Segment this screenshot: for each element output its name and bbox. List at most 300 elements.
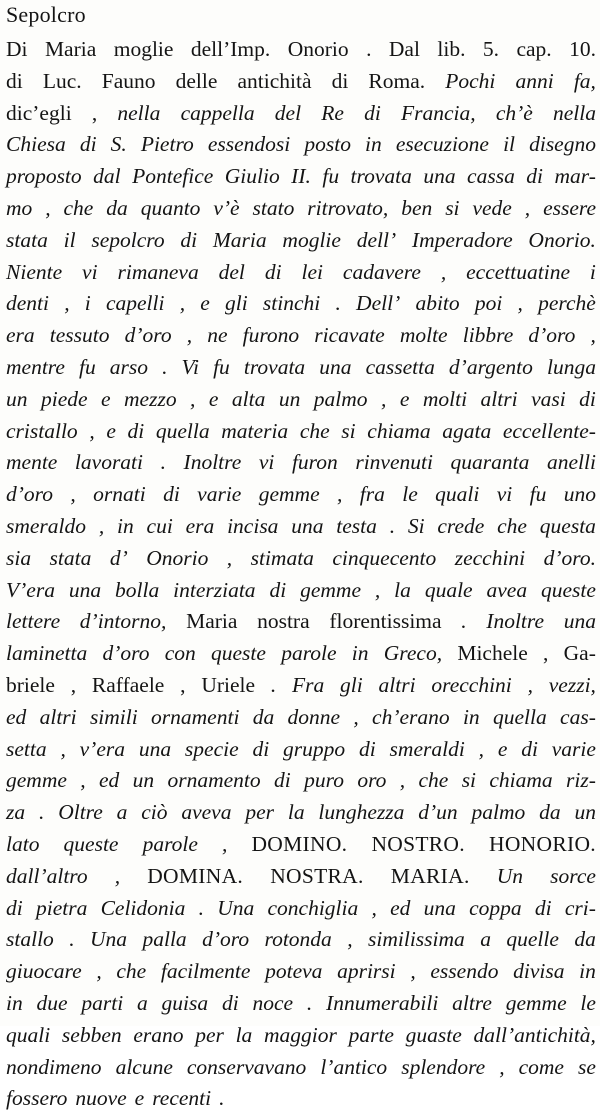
word: d’un (418, 800, 458, 825)
word: si (461, 768, 477, 793)
word: ed (6, 704, 27, 729)
word: conservavano (186, 1054, 307, 1079)
word: Francia, (401, 100, 476, 125)
word: fa, (573, 68, 596, 93)
word: vasi (531, 386, 566, 411)
word: in (351, 641, 369, 666)
word: vi (258, 450, 275, 475)
word: fra (359, 482, 385, 507)
word: dall’altro (6, 863, 88, 888)
word: Dal (388, 37, 420, 61)
word: per (245, 800, 274, 825)
word: dell’ (356, 227, 397, 252)
word: eccettuatine (466, 259, 570, 284)
text-line (6, 606, 596, 638)
word: , (371, 895, 377, 920)
word: di (364, 100, 381, 125)
word: HONORIO. (489, 831, 596, 856)
word: altre (452, 990, 492, 1015)
word: ed (390, 895, 411, 920)
word: , (381, 386, 387, 411)
word: di (521, 736, 538, 761)
word: . (219, 1086, 225, 1111)
word: , (179, 291, 186, 316)
word: molte (399, 323, 448, 348)
word: maggior (264, 1022, 337, 1047)
word: palla (142, 927, 187, 952)
word: Una (217, 895, 255, 920)
word: quaranta (450, 450, 530, 475)
word: gemme (300, 577, 361, 602)
word: giuocare (6, 959, 82, 984)
word: con (164, 641, 196, 666)
word: . (461, 609, 467, 634)
word: d’oro (124, 323, 172, 348)
word: alta (231, 386, 266, 411)
word: stata (6, 227, 48, 252)
text-line (6, 129, 596, 161)
word: Fra (292, 672, 325, 697)
word: vezzi, (548, 672, 596, 697)
word: un (6, 386, 28, 411)
word: stato (252, 195, 295, 220)
word: v’era (79, 736, 126, 761)
word: libbre (462, 323, 514, 348)
word: alcune (115, 1054, 173, 1079)
word: d’intorno, (79, 609, 167, 634)
word: un (132, 768, 155, 793)
word: NOSTRO. (371, 831, 465, 856)
word: Di (6, 37, 28, 61)
word: Maria (186, 609, 238, 634)
word: parole (142, 831, 198, 856)
word: perchè (538, 291, 596, 316)
word: cinquecento (332, 545, 437, 570)
word: , (374, 577, 381, 602)
word: i (589, 259, 596, 284)
word: Michele (457, 641, 528, 666)
word: conchiglia (267, 895, 359, 920)
word: altri (378, 672, 416, 697)
word: la (394, 577, 411, 602)
word: vi (82, 259, 98, 284)
word: e (208, 386, 219, 411)
word: posto (304, 132, 351, 157)
word: aveva (181, 800, 232, 825)
word: piede (40, 386, 88, 411)
word: quali (6, 1022, 51, 1047)
word: DOMINA. (147, 863, 244, 888)
word: similissima (368, 927, 465, 952)
word: zecchini (454, 545, 526, 570)
word: , (399, 768, 406, 793)
word: Si (407, 513, 425, 538)
word: Pontefice (132, 164, 214, 189)
word: recenti (152, 1086, 212, 1111)
word: la (287, 800, 305, 825)
word: ed (98, 768, 120, 793)
word: , (114, 863, 121, 888)
word: che (418, 768, 449, 793)
word: , (98, 513, 105, 538)
word: lib. (437, 37, 466, 61)
word: lei (301, 259, 323, 284)
word: Una (90, 927, 128, 952)
word: da (252, 704, 275, 729)
word: , (543, 641, 549, 666)
word: una (291, 513, 324, 538)
word: , (337, 482, 343, 507)
word: in (365, 132, 382, 157)
word: queste (211, 641, 266, 666)
word: di (358, 736, 376, 761)
word: Un (496, 863, 524, 888)
word: poi (474, 291, 503, 316)
text-line (6, 384, 596, 416)
word: fossero (6, 1086, 68, 1111)
text-line (6, 861, 596, 893)
word: queste (63, 831, 119, 856)
word: era (6, 323, 35, 348)
word: , (440, 259, 447, 284)
text-line (6, 66, 596, 98)
word: dal (93, 164, 121, 189)
word: . (160, 450, 166, 475)
word: ornamenti (151, 704, 240, 729)
word: da (574, 927, 596, 952)
word: moglie (282, 227, 341, 252)
text-line (6, 765, 596, 797)
word: il (63, 227, 76, 252)
word: rotonda (264, 927, 332, 952)
word: Roma. (368, 68, 426, 93)
word: un (574, 800, 596, 825)
word: , (180, 672, 186, 697)
word: cristallo (6, 418, 78, 443)
word: parti (81, 990, 124, 1015)
word: e (399, 386, 410, 411)
text-line (6, 1020, 596, 1052)
word: cap. (516, 37, 552, 61)
word: che (497, 513, 527, 538)
word: , (347, 927, 353, 952)
text-line (6, 447, 596, 479)
word: che (63, 195, 94, 220)
word: di (274, 768, 291, 793)
word: d’oro (528, 323, 576, 348)
word: varie (197, 482, 242, 507)
text-line (6, 638, 596, 670)
word: DOMINO. (251, 831, 348, 856)
text-line (6, 479, 596, 511)
word: Oltre (58, 800, 103, 825)
word: di (6, 68, 23, 93)
word: , (517, 291, 523, 316)
text-line (6, 225, 596, 257)
word: 10. (569, 37, 596, 61)
word: come (518, 1054, 564, 1079)
word: Inoltre (183, 450, 242, 475)
word: trovata (243, 354, 306, 379)
word: che (299, 418, 330, 443)
word: i (84, 291, 91, 316)
word: cri- (564, 895, 596, 920)
word: cui (146, 513, 173, 538)
word: d’oro (202, 927, 250, 952)
word: lavorati (74, 450, 144, 475)
word: erano (133, 1022, 184, 1047)
text-line (6, 988, 596, 1020)
word: moglie (113, 37, 174, 61)
word: , (64, 291, 70, 316)
word: lato (6, 831, 40, 856)
word: rinvenuti (355, 450, 433, 475)
word: del (218, 259, 245, 284)
text-line (6, 34, 596, 66)
word: in (462, 704, 480, 729)
word: . (366, 37, 372, 61)
word: ch’è (495, 100, 533, 125)
word: cadavere (342, 259, 421, 284)
word: a (480, 927, 491, 952)
word: le (402, 482, 418, 507)
word: , (45, 195, 51, 220)
word: in (579, 959, 596, 984)
word: . (335, 291, 341, 316)
text-line (6, 193, 596, 225)
word: MARIA. (390, 863, 470, 888)
word: crede (437, 513, 485, 538)
word: Pochi (445, 68, 496, 93)
running-heading: Sepolcro (6, 2, 86, 27)
word: , (410, 959, 416, 984)
word: essendo (430, 959, 499, 984)
word: arso (109, 354, 148, 379)
word: ben (401, 195, 433, 220)
word: di (163, 482, 180, 507)
word: denti (6, 291, 49, 316)
word: 5. (482, 37, 500, 61)
word: di (252, 736, 270, 761)
word: . (162, 354, 168, 379)
word: antichità (237, 68, 312, 93)
word: Imperadore (411, 227, 513, 252)
word: quale (424, 577, 473, 602)
word: nondimeno (6, 1054, 102, 1079)
word: guaste (405, 1022, 462, 1047)
word: Onorio (287, 37, 349, 61)
word: , (478, 736, 484, 761)
word: vede (472, 195, 512, 220)
word: S. (110, 132, 127, 157)
word: V’era (6, 577, 55, 602)
word: lettere (6, 609, 61, 634)
word: quella (492, 704, 547, 729)
word: Ga- (563, 641, 596, 666)
word: mar- (554, 164, 596, 189)
text-line (6, 98, 596, 130)
word: stata (49, 545, 92, 570)
word: di (127, 418, 145, 443)
word: , (524, 195, 531, 220)
word: , (353, 704, 359, 729)
text-line (6, 1052, 596, 1084)
word: il (503, 132, 516, 157)
text-line (6, 734, 596, 766)
word: laminetta (6, 641, 88, 666)
word: gemme (6, 768, 67, 793)
word: e (101, 386, 111, 411)
text-line (6, 511, 596, 543)
word: da (106, 195, 128, 220)
text-line (6, 924, 596, 956)
word: cas- (560, 704, 596, 729)
word: Onorio (146, 545, 209, 570)
word: e (134, 1086, 145, 1111)
word: , (70, 482, 76, 507)
word: la (235, 1022, 253, 1047)
word: Celidonia (100, 895, 186, 920)
word: testa (336, 513, 377, 538)
word: fu (213, 354, 230, 379)
word: Onorio. (528, 227, 596, 252)
word: Maria (44, 37, 97, 61)
word: palmo (471, 800, 526, 825)
word: , (60, 736, 66, 761)
word: l’antico (320, 1054, 388, 1079)
word: ricavate (314, 323, 385, 348)
word: e (497, 736, 508, 761)
word: sorce (550, 863, 596, 888)
text-line (6, 288, 596, 320)
word: za (6, 800, 26, 825)
word: questa (539, 513, 596, 538)
word: bolla (115, 577, 160, 602)
word: anelli (546, 450, 596, 475)
word: se (578, 1054, 596, 1079)
word: stinchi (262, 291, 321, 316)
word: quanto (140, 195, 201, 220)
word: di (526, 164, 544, 189)
word: smeraldo (6, 513, 87, 538)
word: II. (291, 164, 311, 189)
word: nella (553, 100, 596, 125)
word: per (195, 1022, 224, 1047)
word: una (423, 164, 456, 189)
word: , (186, 323, 193, 348)
word: . (69, 927, 75, 952)
word: , (226, 545, 233, 570)
word: due (36, 990, 68, 1015)
word: a (116, 800, 128, 825)
word: eccellente- (502, 418, 596, 443)
text-line (6, 797, 596, 829)
text-line (6, 543, 596, 575)
word: Vi (181, 354, 200, 379)
word: Pietro (140, 132, 194, 157)
word: cappella (180, 100, 255, 125)
word: di (579, 386, 596, 411)
word: ornamento (167, 768, 261, 793)
text-line (6, 893, 596, 925)
word: ch’erano (372, 704, 450, 729)
word: , (80, 768, 86, 793)
text-line (6, 670, 596, 702)
word: di (534, 895, 552, 920)
word: le (580, 990, 596, 1015)
word: a (137, 990, 148, 1015)
word: aprirsi (337, 959, 396, 984)
word: ornati (93, 482, 146, 507)
word: fu (322, 164, 340, 189)
word: , (96, 959, 102, 984)
word: una (138, 736, 172, 761)
word: incisa (227, 513, 279, 538)
word: anni (515, 68, 554, 93)
word: , (590, 323, 596, 348)
word: di (269, 577, 287, 602)
text-line (6, 352, 596, 384)
word: d’oro (6, 482, 53, 507)
word: gemme (258, 482, 320, 507)
word: , (89, 418, 95, 443)
word: Raffaele (91, 672, 165, 697)
word: una (68, 577, 102, 602)
word: molti (422, 386, 468, 411)
word: si (341, 418, 356, 443)
word: avea (486, 577, 528, 602)
word: cassetta (365, 354, 435, 379)
word: essere (543, 195, 596, 220)
word: ne (207, 323, 228, 348)
text-line (6, 1083, 596, 1115)
word: coppa (469, 895, 522, 920)
word: , (499, 1054, 505, 1079)
word: Maria (212, 227, 267, 252)
word: ciò (141, 800, 168, 825)
word: Fauno (101, 68, 156, 93)
word: v’è (213, 195, 240, 220)
word: divisa (513, 959, 565, 984)
word: mezzo (124, 386, 177, 411)
word: in (6, 990, 23, 1015)
word: dall’antichità, (473, 1022, 596, 1047)
word: palmo (313, 386, 368, 411)
word: di (264, 259, 282, 284)
word: setta (6, 736, 47, 761)
word: una (319, 354, 352, 379)
word: nuove (75, 1086, 127, 1111)
word: . (270, 672, 277, 697)
word: riz- (566, 768, 596, 793)
word: dic’egli (6, 100, 72, 125)
word: NOSTRA. (270, 863, 364, 888)
word: poteva (265, 959, 323, 984)
word: simili (89, 704, 138, 729)
word: trovata (350, 164, 412, 189)
word: splendore (401, 1054, 486, 1079)
word: gli (225, 291, 248, 316)
word: d’ (109, 545, 128, 570)
word: di (221, 990, 239, 1015)
word: di (79, 132, 97, 157)
word: smeraldi (389, 736, 465, 761)
word: vi (496, 482, 513, 507)
word: disegno (529, 132, 596, 157)
word: pietra (35, 895, 88, 920)
word: capelli (105, 291, 165, 316)
word: agata (442, 418, 492, 443)
